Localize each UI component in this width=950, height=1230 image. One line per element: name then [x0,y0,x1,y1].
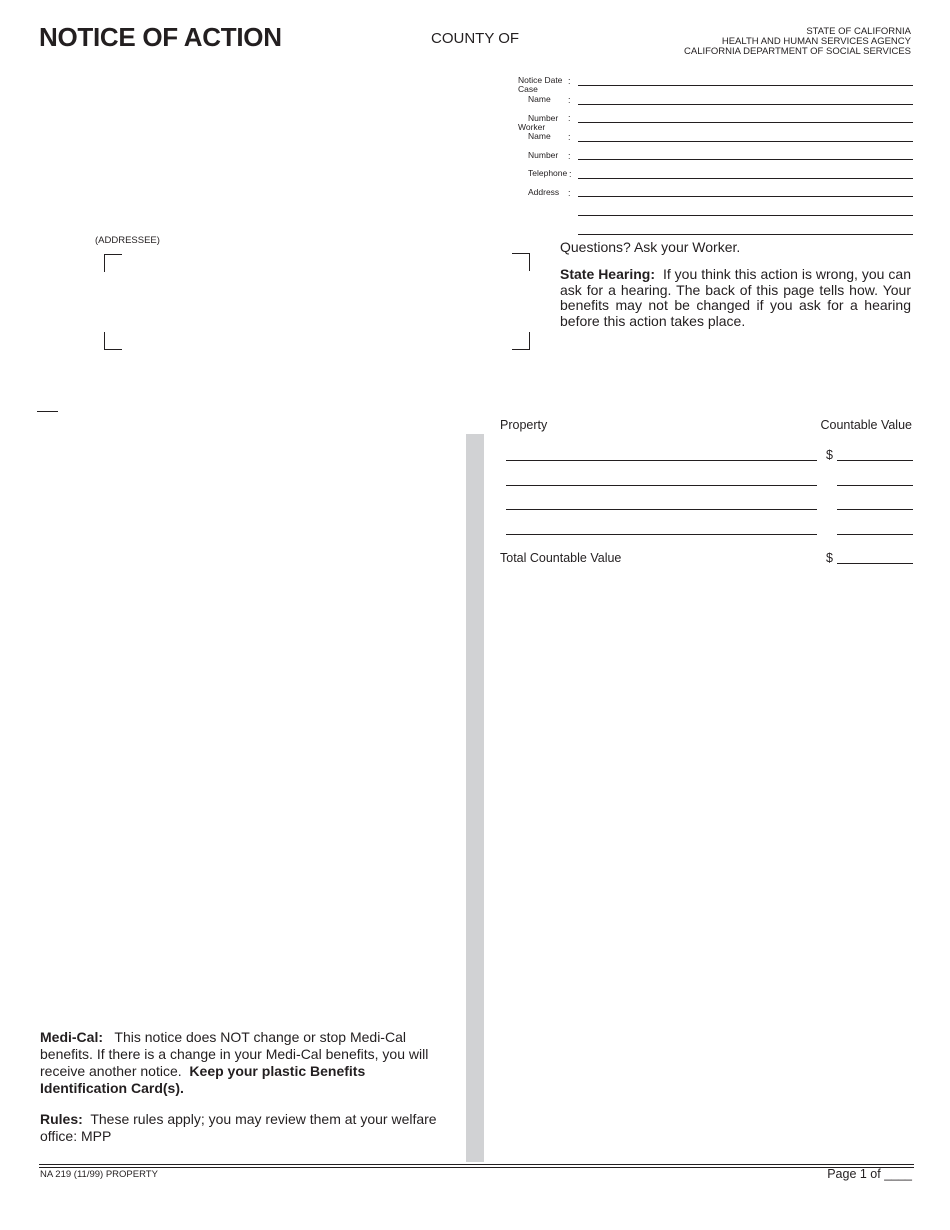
address-field[interactable] [578,215,913,216]
colon: : [568,76,571,86]
colon: : [568,113,571,123]
colon: : [568,95,571,105]
medi-cal-notice [40,1029,450,1097]
addressee-label: (ADDRESSEE) [95,235,160,246]
corner-mark [512,332,530,350]
corner-mark [104,254,122,272]
medi-cal-label: Medi-Cal: [40,1029,103,1045]
corner-mark [512,253,530,271]
case-number-label: Number [528,113,559,123]
agency-line: HEALTH AND HUMAN SERVICES AGENCY [721,36,911,47]
case-label: Case [518,84,538,94]
rules-label: Rules: [40,1111,83,1127]
corner-mark [104,332,122,350]
medi-cal-bold-text: Keep your plastic Benefits Identification Card(s). [40,1063,366,1096]
colon: : [568,151,571,161]
colon: : [568,188,571,198]
notice-date-label: Notice Date [518,75,563,85]
colon: : [568,132,571,142]
property-field[interactable] [506,534,817,535]
agency-line: STATE OF CALIFORNIA [806,26,911,37]
form-id: NA 219 (11/99) PROPERTY [40,1169,158,1180]
case-name-field[interactable] [578,104,913,105]
value-column-header: Countable Value [820,418,912,432]
worker-number-label: Number [528,150,559,160]
value-field[interactable] [837,460,913,461]
telephone-label: Telephone [528,168,568,178]
state-hearing-text [560,267,911,329]
questions-text: Questions? Ask your Worker. [560,239,741,255]
total-label: Total Countable Value [500,551,622,565]
fold-mark [37,411,58,412]
address-field[interactable] [578,234,913,235]
value-field[interactable] [837,485,913,486]
column-divider [466,434,484,1162]
address-label: Address [528,187,560,197]
rules-text: These rules apply; you may review them at your welfare office: MPP [40,1111,437,1144]
footer-rule [39,1164,914,1165]
worker-label: Worker [518,122,546,132]
total-value-field[interactable] [837,563,913,564]
colon: : [569,169,572,179]
footer-rule [39,1167,914,1168]
case-number-field[interactable] [578,122,913,123]
telephone-field[interactable] [578,178,913,179]
worker-name-label: Name [528,131,551,141]
county-label: COUNTY OF [431,30,520,47]
worker-name-field[interactable] [578,141,913,142]
case-name-label: Name [528,94,551,104]
value-field[interactable] [837,509,913,510]
property-column-header: Property [500,418,548,432]
state-hearing-body: If you think this action is wrong, you can ask for a hearing. The back of this page tells how. Your benefits may not be changed if you ask for a hearing before this action takes place. [560,266,912,329]
worker-number-field[interactable] [578,159,913,160]
form-title: NOTICE OF ACTION [39,22,282,52]
rules-notice [40,1111,448,1145]
value-field[interactable] [837,534,913,535]
agency-line: CALIFORNIA DEPARTMENT OF SOCIAL SERVICES [684,46,911,57]
page-number: Page 1 of ____ [827,1167,912,1181]
state-hearing-label: State Hearing: [560,266,655,282]
medi-cal-text: This notice does NOT change or stop Medi-Cal benefits. If there is a change in your Medi-Cal benefits, you will receive another notice. [40,1029,429,1079]
property-field[interactable] [506,509,817,510]
agency-block [684,27,911,57]
currency-symbol: $ [826,448,833,462]
property-field[interactable] [506,485,817,486]
notice-date-field[interactable] [578,85,913,86]
property-field[interactable] [506,460,817,461]
currency-symbol: $ [826,551,833,565]
address-field[interactable] [578,196,913,197]
